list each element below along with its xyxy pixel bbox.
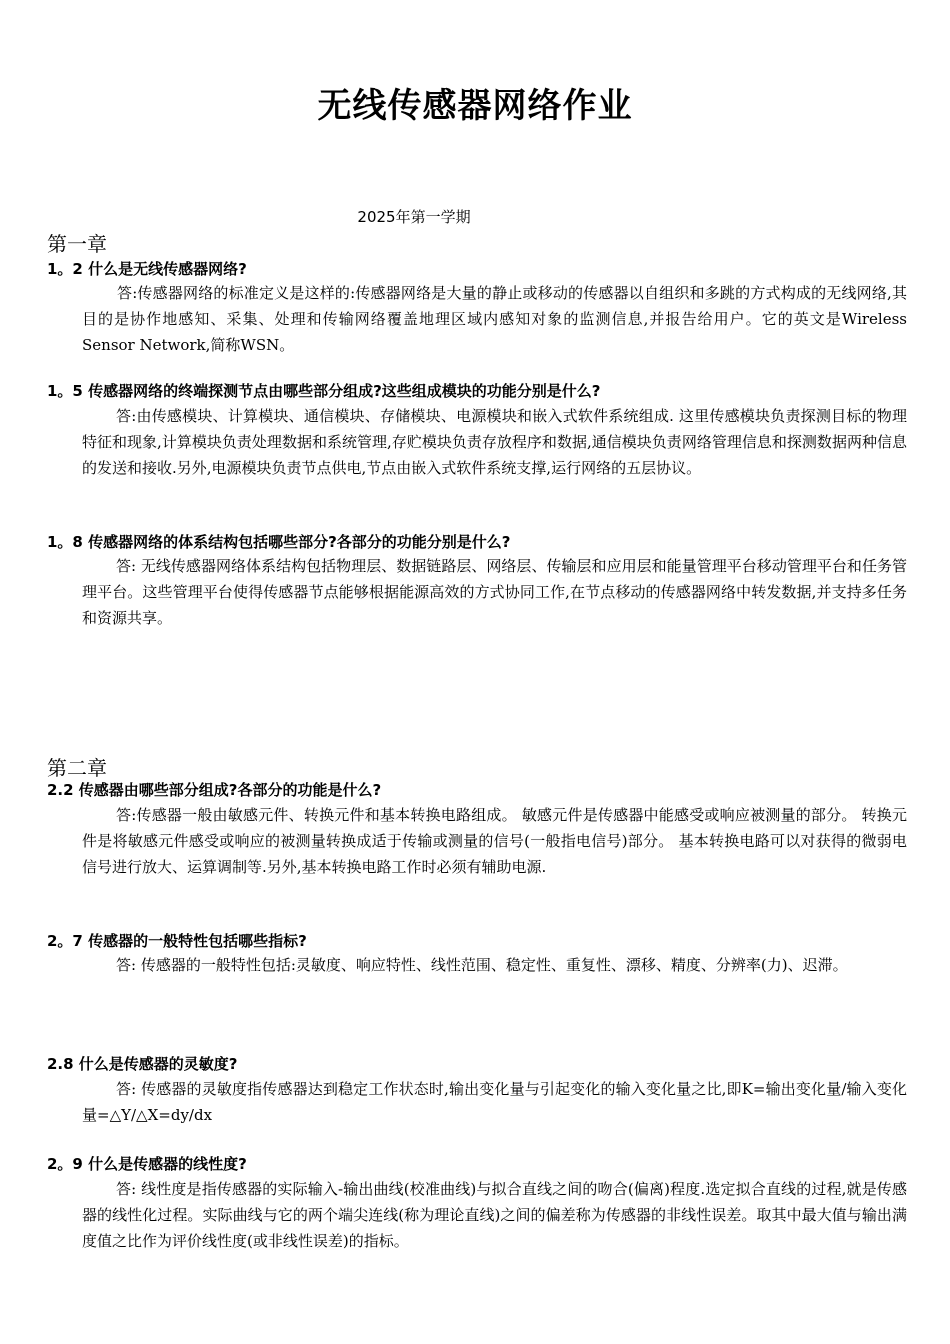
document-title: 无线传感器网络作业 [317,86,633,126]
answer-2-8: 答: 传感器的灵敏度指传感器达到稳定工作状态时,输出变化量与引起变化的输入变化量之比,即K=输出变化量/输入变化量=△Y/△X=dy/dx [82,1080,907,1124]
question-1-2: 1。2 什么是无线传感器网络? [47,260,247,278]
question-1-5: 1。5 传感器网络的终端探测节点由哪些部分组成?这些组成模块的功能分别是什么? [47,382,601,400]
answer-2-2: 答:传感器一般由敏感元件、转换元件和基本转换电路组成。 敏感元件是传感器中能感受或响应被测量的部分。 转换元件是将敏感元件感受或响应的被测量转换成适于传输或测量的信号(一般指电信号)部分。 基本转换电路可以对获得的微弱电信号进行放大、运算调制等.另外,基本转换电路工作时必须有辅助电源. [82,806,907,876]
answer-1-8: 答: 无线传感器网络体系结构包括物理层、数据链路层、网络层、传输层和应用层和能量管理平台移动管理平台和任务管理平台。这些管理平台使得传感器节点能够根据能源高效的方式协同工作,在节点移动的传感器网络中转发数据,并支持多任务和资源共享。 [82,557,907,627]
answer-2-7: 答: 传感器的一般特性包括:灵敏度、响应特性、线性范围、稳定性、重复性、漂移、精度、分辨率(力)、迟滞。 [116,956,848,974]
question-1-8: 1。8 传感器网络的体系结构包括哪些部分?各部分的功能分别是什么? [47,533,511,551]
document-subtitle: 2025年第一学期 [357,208,471,226]
question-2-8: 2.8 什么是传感器的灵敏度? [47,1055,238,1073]
question-2-9: 2。9 什么是传感器的线性度? [47,1155,247,1173]
chapter-1-heading: 第一章 [47,232,107,256]
answer-1-5: 答:由传感模块、计算模块、通信模块、存储模块、电源模块和嵌入式软件系统组成. 这里传感模块负责探测目标的物理特征和现象,计算模块负责处理数据和系统管理,存贮模块负责存放程序和数据,通信模块负责网络管理信息和探测数据两种信息的发送和接收.另外,电源模块负责节点供电,节点由嵌入式软件系统支撑,运行网络的五层协议。 [82,407,907,477]
answer-2-9: 答: 线性度是指传感器的实际输入-输出曲线(校准曲线)与拟合直线之间的吻合(偏离)程度.选定拟合直线的过程,就是传感器的线性化过程。实际曲线与它的两个端尖连线(称为理论直线)之间的偏差称为传感器的非线性误差。取其中最大值与输出满度值之比作为评价线性度(或非线性误差)的指标。 [82,1180,907,1250]
chapter-2-heading: 第二章 [47,756,107,780]
question-2-7: 2。7 传感器的一般特性包括哪些指标? [47,932,307,950]
answer-1-2: 答:传感器网络的标准定义是这样的:传感器网络是大量的静止或移动的传感器以自组织和多跳的方式构成的无线网络,其目的是协作地感知、采集、处理和传输网络覆盖地理区域内感知对象的监测信息,并报告给用户。它的英文是Wireless Sensor Network,简称WSN。 [82,284,907,354]
question-2-2: 2.2 传感器由哪些部分组成?各部分的功能是什么? [47,781,382,799]
